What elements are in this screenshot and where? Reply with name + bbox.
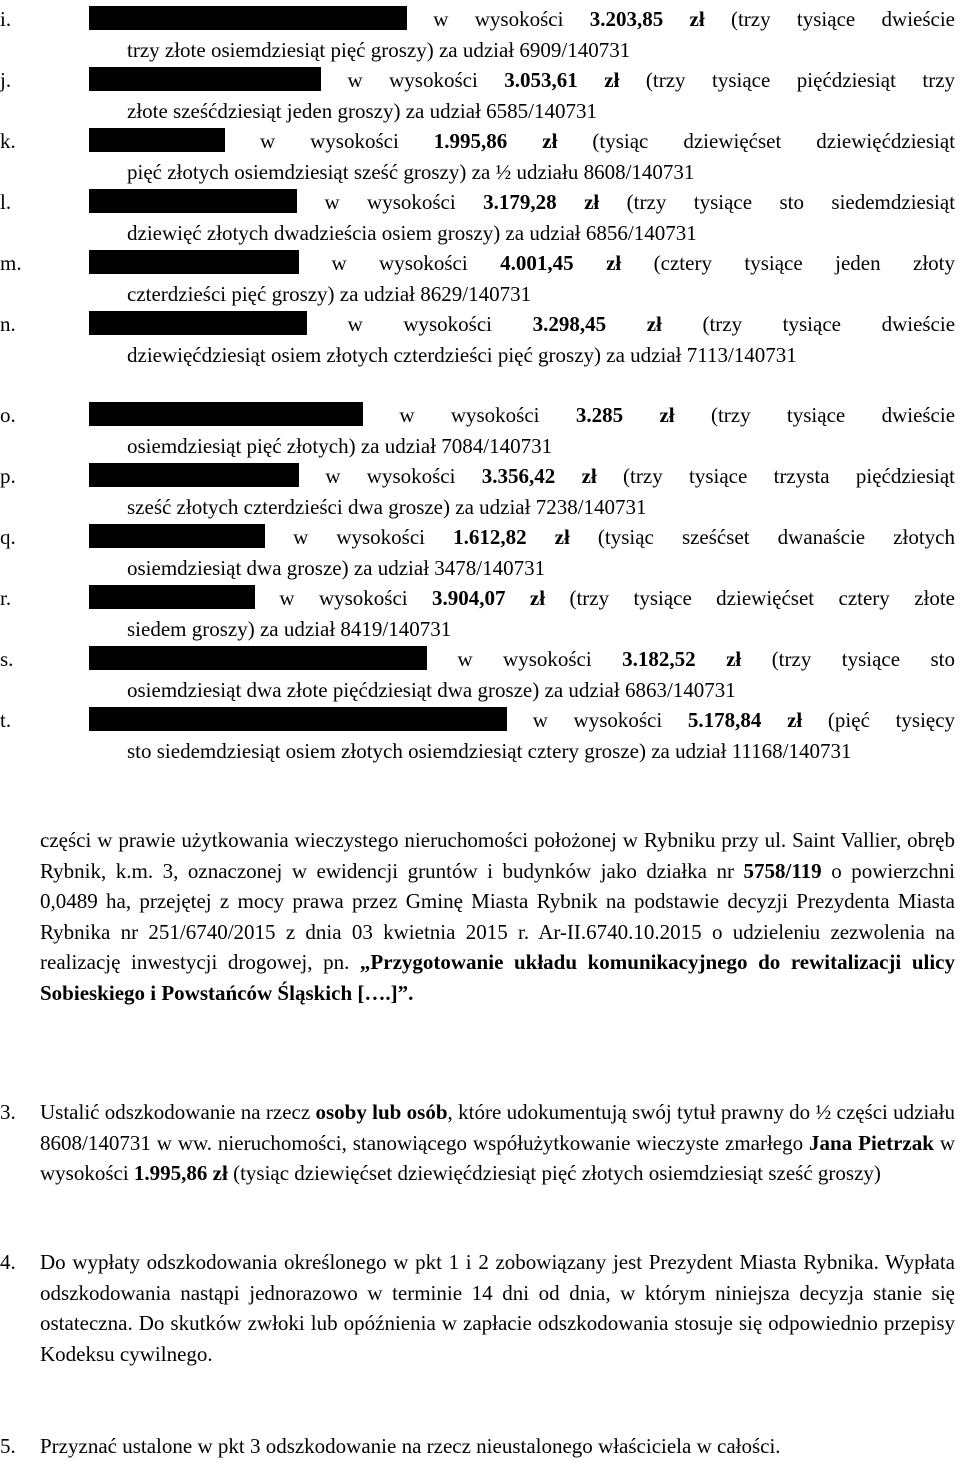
item-line2: siedem groszy) za udział 8419/140731 xyxy=(127,616,452,641)
item-line2: złote sześćdziesiąt jeden groszy) za udział 6585/140731 xyxy=(127,98,597,123)
item-line2: osiemdziesiąt dwa złote pięćdziesiąt dwa grosze) za udział 6863/140731 xyxy=(127,677,736,702)
list-item-l xyxy=(0,187,956,248)
list-item-t xyxy=(0,705,956,766)
amount: 3.356,42 zł xyxy=(481,464,597,488)
amount: 3.203,85 zł xyxy=(589,7,705,31)
point-3: Ustalić odszkodowanie na rzecz osoby lub osób, które udokumentują swój tytuł prawny do ½ części udziału 8608/140731 w ww. nieruchomości, stanowiącego współużytkowanie wieczyste zmarłego Jana Pietrzak w wysokości 1.995,86 zł (tysiąc dziewięćset dziewięćdziesiąt pięć złotych osiemdziesiąt sześć groszy) xyxy=(40,1100,955,1186)
redaction-bar xyxy=(89,67,321,91)
item-line1: w wysokości 3.179,28 zł (trzy tysiące sto siedemdziesiąt xyxy=(89,187,955,218)
amount: 5.178,84 zł xyxy=(687,708,803,732)
redaction-bar xyxy=(89,128,225,152)
item-line1: w wysokości 3.356,42 zł (trzy tysiące trzysta pięćdziesiąt xyxy=(89,461,955,492)
amount: 3.285 zł xyxy=(575,403,675,427)
list-item-s xyxy=(0,644,956,705)
item-line2: dziewięćdziesiąt osiem złotych czterdzieści pięć groszy) za udział 7113/140731 xyxy=(127,342,797,367)
item-line1: w wysokości 3.053,61 zł (trzy tysiące pięćdziesiąt trzy xyxy=(89,65,955,96)
amount: 3.179,28 zł xyxy=(483,190,600,214)
redaction-bar xyxy=(89,646,427,670)
list-item-r xyxy=(0,583,955,644)
item-label: k. xyxy=(0,129,16,153)
item-line1: w wysokości 1.612,82 zł (tysiąc sześćset dwanaście złotych xyxy=(89,522,955,553)
item-line2: osiemdziesiąt dwa grosze) za udział 3478/140731 xyxy=(127,555,546,580)
item-line2: pięć złotych osiemdziesiąt sześć groszy) za ½ udziału 8608/140731 xyxy=(127,159,695,184)
point-number: 4. xyxy=(0,1250,16,1274)
point-number: 5. xyxy=(0,1434,16,1458)
redaction-bar xyxy=(89,6,407,30)
list-item-o xyxy=(0,400,956,461)
amount: 1.995,86 zł xyxy=(133,1161,228,1186)
item-line1: w wysokości 3.285 zł (trzy tysiące dwieście xyxy=(89,400,955,431)
item-label: j. xyxy=(0,68,12,92)
list-item-k xyxy=(0,126,956,187)
item-label: n. xyxy=(0,312,16,336)
amount: 3.298,45 zł xyxy=(532,312,662,336)
item-line2: dziewięć złotych dwadzieścia osiem groszy) za udział 6856/140731 xyxy=(127,220,697,245)
closing-paragraph: części w prawie użytkowania wieczystego nieruchomości położonej w Rybniku przy ul. Saint Vallier, obręb Rybnik, k.m. 3, oznaczonej w ewidencji gruntów i budynków jako działka nr 5758/119 o powierzchni 0,0489 ha, przejętej z mocy prawa przez Gminę Miasta Rybnik na podstawie decyzji Prezydenta Miasta Rybnika nr 251/6740/2015 z dnia 03 kwietnia 2015 r. Ar-II.6740.10.2015 o udzieleniu zezwolenia na realizację inwestycji drogowej, pn. „Przygotowanie układu komunikacyjnego do rewitalizacji ulicy Sobieskiego i Powstańców Śląskich [….]”. xyxy=(40,828,956,1005)
item-line2: trzy złote osiemdziesiąt pięć groszy) za udział 6909/140731 xyxy=(127,37,631,62)
redaction-bar xyxy=(89,189,297,213)
project-title: „Przygotowanie układu komunikacyjnego do rewitalizacji ulicy Sobieskiego i Powstańców Śląskich [….]”. xyxy=(40,950,955,1005)
list-item-n xyxy=(0,309,956,370)
item-label: s. xyxy=(0,647,14,671)
person-name: Jana Pietrzak xyxy=(809,1130,934,1155)
item-label: r. xyxy=(0,586,12,610)
list-item-p xyxy=(0,461,956,522)
redaction-bar xyxy=(89,250,299,274)
item-line1: w wysokości 3.203,85 zł (trzy tysiące dwieście xyxy=(89,4,955,35)
redaction-bar xyxy=(89,585,255,609)
list-item-m xyxy=(0,248,956,309)
redaction-bar xyxy=(89,524,265,548)
amount: 3.053,61 zł xyxy=(504,68,620,92)
parcel-number: 5758/119 xyxy=(743,858,822,883)
amount: 1.995,86 zł xyxy=(433,129,558,153)
amount: 1.612,82 zł xyxy=(453,525,570,549)
point-4: Do wypłaty odszkodowania określonego w pkt 1 i 2 zobowiązany jest Prezydent Miasta Rybnika. Wypłata odszkodowania nastąpi jednorazowo w terminie 14 dni od dnia, w którym niniejsza decyzja stanie się ostateczna. Do skutków zwłoki lub opóźnienia w zapłacie odszkodowania stosuje się odpowiednio przepisy Kodeksu cywilnego. xyxy=(40,1250,955,1366)
item-label: o. xyxy=(0,403,16,427)
item-line2: czterdzieści pięć groszy) za udział 8629/140731 xyxy=(127,281,532,306)
item-label: q. xyxy=(0,525,16,549)
amount: 4.001,45 zł xyxy=(500,251,622,275)
item-label: p. xyxy=(0,464,16,488)
list-item-i xyxy=(0,4,955,65)
item-line2: osiemdziesiąt pięć złotych) za udział 7084/140731 xyxy=(127,433,553,458)
item-label: m. xyxy=(0,251,22,275)
item-line1: w wysokości 1.995,86 zł (tysiąc dziewięćset dziewięćdziesiąt xyxy=(89,126,955,157)
item-line1: w wysokości 3.182,52 zł (trzy tysiące sto xyxy=(89,644,955,675)
item-label: t. xyxy=(0,708,12,732)
list-item-q xyxy=(0,522,955,583)
item-label: l. xyxy=(0,190,12,214)
point-number: 3. xyxy=(0,1100,16,1124)
item-line1: w wysokości 5.178,84 zł (pięć tysięcy xyxy=(89,705,955,736)
item-line2: sto siedemdziesiąt osiem złotych osiemdziesiąt cztery grosze) za udział 11168/140731 xyxy=(127,738,852,763)
item-line2: sześć złotych czterdzieści dwa grosze) za udział 7238/140731 xyxy=(127,494,647,519)
redaction-bar xyxy=(89,311,307,335)
item-line1: w wysokości 3.904,07 zł (trzy tysiące dziewięćset cztery złote xyxy=(89,583,955,614)
point-5: Przyznać ustalone w pkt 3 odszkodowanie na rzecz nieustalonego właściciela w całości. xyxy=(40,1434,781,1458)
amount: 3.904,07 zł xyxy=(432,586,546,610)
item-line1: w wysokości 4.001,45 zł (cztery tysiące jeden złoty xyxy=(89,248,955,279)
item-line1: w wysokości 3.298,45 zł (trzy tysiące dwieście xyxy=(89,309,955,340)
redaction-bar xyxy=(89,402,363,426)
redaction-bar xyxy=(89,707,507,731)
item-label: i. xyxy=(0,7,12,31)
amount: 3.182,52 zł xyxy=(622,647,742,671)
list-item-j xyxy=(0,65,956,126)
redaction-bar xyxy=(89,463,299,487)
